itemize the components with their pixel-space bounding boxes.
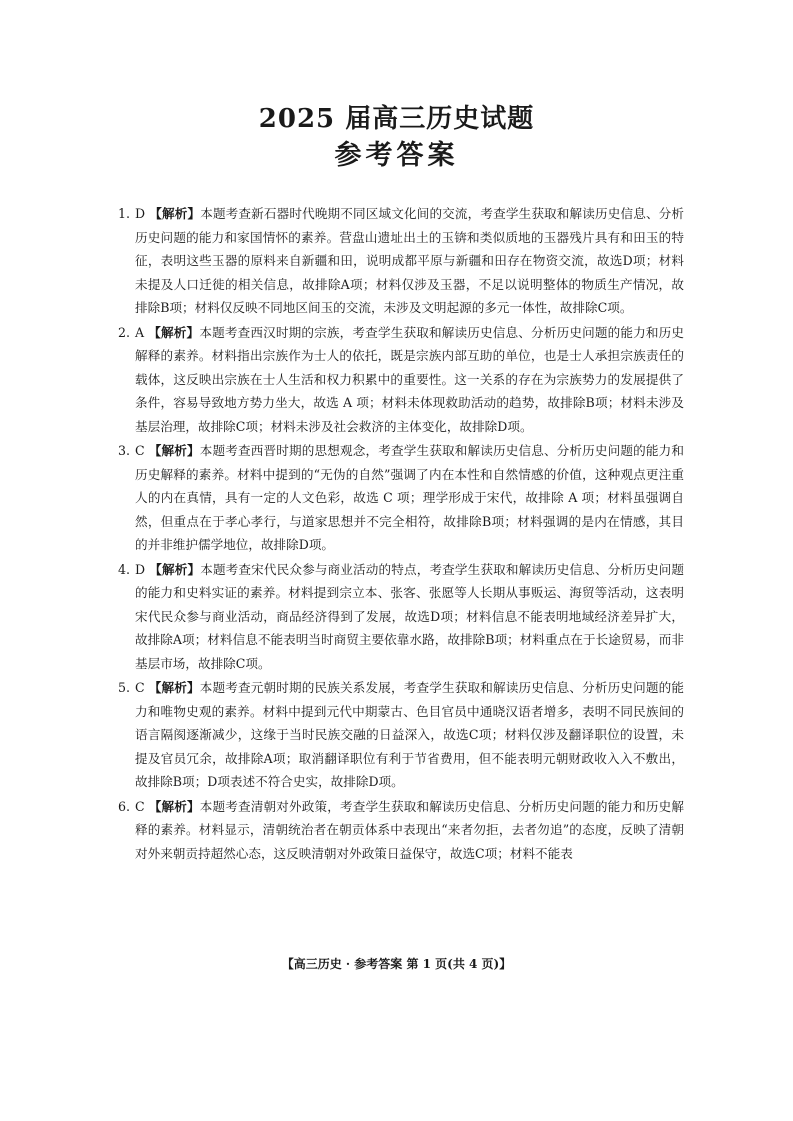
answer-choice: D [135,206,146,221]
answer-item-1 [118,202,684,320]
analysis-tag: 【解析】 [148,443,200,458]
answer-choice: C [135,680,145,695]
analysis-text: 本题考查西晋时期的思想观念，考查学生获取和解读历史信息、分析历史问题的能力和历史解释的素养。材料中提到的“无伪的自然”强调了内在本性和自然情感的价值，这种观点更注重人的内在真情，具有一定的人文色彩，故选 C 项；理学形成于宋代，故排除 A 项；材料虽强调自然，但重点在于孝心孝行，与道家思想并不完全相符，故排除B项；材料强调的是内在情感，其目的并非维护儒学地位，故排除D项。 [135,443,685,552]
question-number: 1. [118,206,131,221]
question-number: 5. [118,680,131,695]
analysis-tag: 【解析】 [148,324,200,340]
analysis-text: 本题考查宋代民众参与商业活动的特点，考查学生获取和解读历史信息、分析历史问题的能力和史料实证的素养。材料提到宗立本、张客、张愿等人长期从事贩运、海贸等活动，这表明宋代民众参与商业活动，商品经济得到了发展，故选D项；材料信息不能表明地域经济差异扩大，故排除A项；材料信息不能表明当时商贸主要依靠水路，故排除B项；材料重点在于长途贸易，而非基层市场，故排除C项。 [135,561,685,671]
analysis-tag: 【解析】 [149,561,201,577]
document-title: 2025 届高三历史试题 [258,104,535,134]
analysis-text: 本题考查西汉时期的宗族，考查学生获取和解读历史信息、分析历史问题的能力和历史解释的素养。材料指出宗族作为士人的依托，既是宗族内部互助的单位，也是士人承担宗族责任的载体，这反映出宗族在士人生活和权力积累中的重要性。这一关系的存在为宗族势力的发展提供了条件，容易导致地方势力坐大，故选 A 项；材料未体现救助活动的趋势，故排除B项；材料未涉及基层治理，故排除C项；材料未涉及社会救济的主体变化，故排除D项。 [135,324,685,434]
answer-choice: C [135,798,145,814]
answer-list [118,202,684,866]
document-subtitle: 参考答案 [334,140,459,171]
question-number: 6. [118,798,131,814]
analysis-text: 本题考查新石器时代晚期不同区域文化间的交流，考查学生获取和解读历史信息、分析历史问题的能力和家国情怀的素养。营盘山遗址出土的玉锛和类似质地的玉器残片具有和田玉的特征，表明这些玉器的原料来自新疆和田，说明成都平原与新疆和田存在物资交流，故选D项；材料未提及人口迁徙的相关信息，故排除A项；材料仅涉及玉器，不足以说明整体的物质生产情况，故排除B项；材料仅反映不同地区间玉的交流，未涉及文明起源的多元一体性，故排除C项。 [135,206,685,315]
question-number: 2. [118,324,131,340]
analysis-text: 本题考查清朝对外政策，考查学生获取和解读历史信息、分析历史问题的能力和历史解释的素养。材料显示，清朝统治者在朝贡体系中表现出“来者勿拒，去者勿追”的态度，反映了清朝对外来朝贡持超然心态，这反映清朝对外政策日益保守，故选C项；材料不能表 [135,798,685,861]
answer-item-3 [118,439,684,557]
analysis-tag: 【解析】 [148,680,200,695]
answer-choice: D [135,561,146,577]
answer-choice: A [135,324,145,340]
question-number: 4. [118,561,131,577]
analysis-text: 本题考查元朝时期的民族关系发展，考查学生获取和解读历史信息、分析历史问题的能力和唯物史观的素养。材料中提到元代中期蒙古、色目官员中通晓汉语者增多，表明不同民族间的语言隔阂逐渐减少，这缘于当时民族交融的日益深入，故选C项；材料仅涉及翻译职位的设置，未提及官员冗余，故排除A项；取消翻译职位有利于节省费用，但不能表明元朝财政收入入不敷出，故排除B项；D项表述不符合史实，故排除D项。 [135,680,685,789]
answer-choice: C [135,443,145,458]
answer-item-6 [118,795,684,866]
page-footer: 【高三历史 · 参考答案 第 1 页(共 4 页)】 [281,957,512,971]
analysis-tag: 【解析】 [149,206,201,221]
question-number: 3. [118,443,131,458]
answer-item-4 [118,558,684,676]
answer-item-5 [118,676,684,794]
answer-item-2 [118,321,684,439]
analysis-tag: 【解析】 [148,798,200,814]
